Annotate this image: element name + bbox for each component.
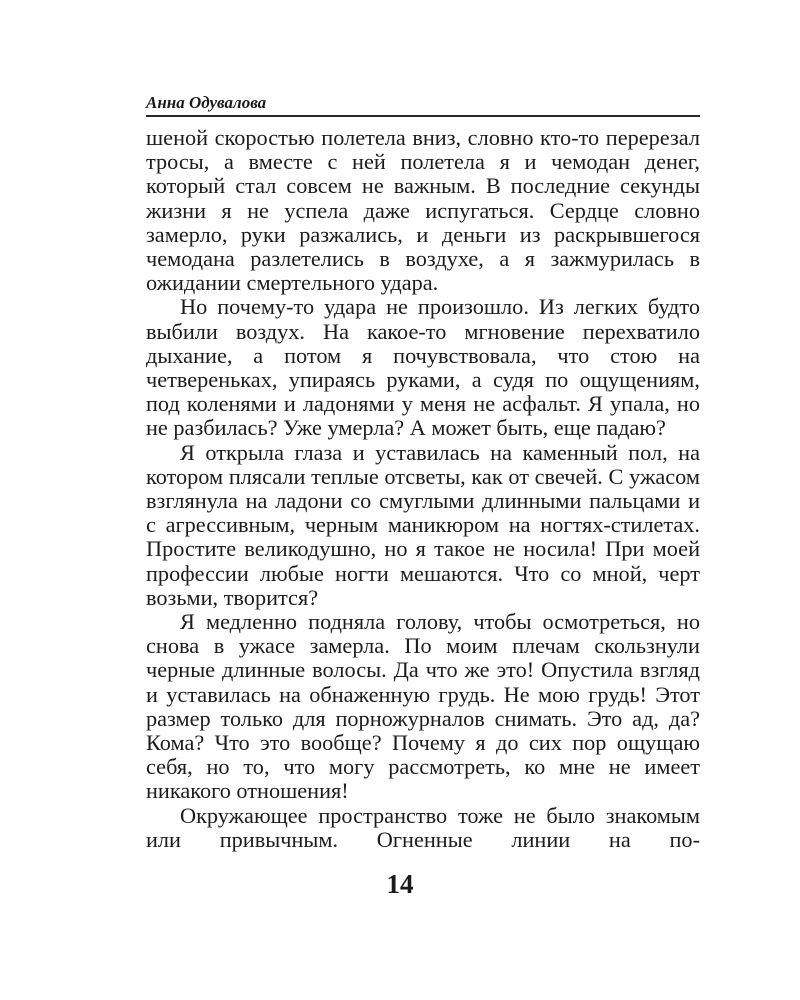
paragraph: Я открыла глаза и уставилась на каменный пол, на котором плясали теплые отсветы, как от свечей. С ужасом взглянула на ладони со смуглыми длинными пальцами и с агрессивным, черным маникюром на ногтях-стилетах. Простите великодушно, но я такое не носила! При моей профессии любые ногти мешаются. Что со мной, черт возьми, творится?	[146, 439, 700, 610]
page-header	[146, 91, 700, 115]
page-number: 14	[386, 869, 414, 899]
paragraph: Окружающее пространство тоже не было знакомым или привычным. Огненные линии на по-	[146, 802, 700, 852]
paragraph: Но почему-то удара не произошло. Из легких будто выбили воздух. На какое-то мгновение перехватило дыхание, а потом я почувствовала, что стою на четвереньках, упираясь руками, а судя по ощущениям, под коленями и ладонями у меня не асфальт. Я упала, но не разбилась? Уже умерла? А может быть, еще падаю?	[146, 294, 700, 441]
paragraph: Я медленно подняла голову, чтобы осмотреться, но снова в ужасе замерла. По моим плечам скользнули черные длинные волосы. Да что же это! Опустила взгляд и уставилась на обнаженную грудь. Не мою грудь! Этот размер только для порножурналов снимать. Это ад, да? Кома? Что это вообще? Почему я до сих пор ощущаю себя, но то, что могу рассмотреть, ко мне не имеет никакого отношения!	[146, 609, 700, 804]
body-text	[146, 126, 700, 852]
running-head-author: Анна Одувалова	[146, 93, 267, 112]
paragraph: шеной скоростью полетела вниз, словно кто-то перерезал тросы, а вместе с ней полетела я и чемодан денег, который стал совсем не важным. В последние секунды жизни я не успела даже испугаться. Сердце словно замерло, руки разжались, и деньги из раскрывшегося чемодана разлетелись в воздухе, а я зажмурилась в ожидании смертельного удара.	[146, 125, 700, 296]
header-rule	[146, 115, 700, 117]
